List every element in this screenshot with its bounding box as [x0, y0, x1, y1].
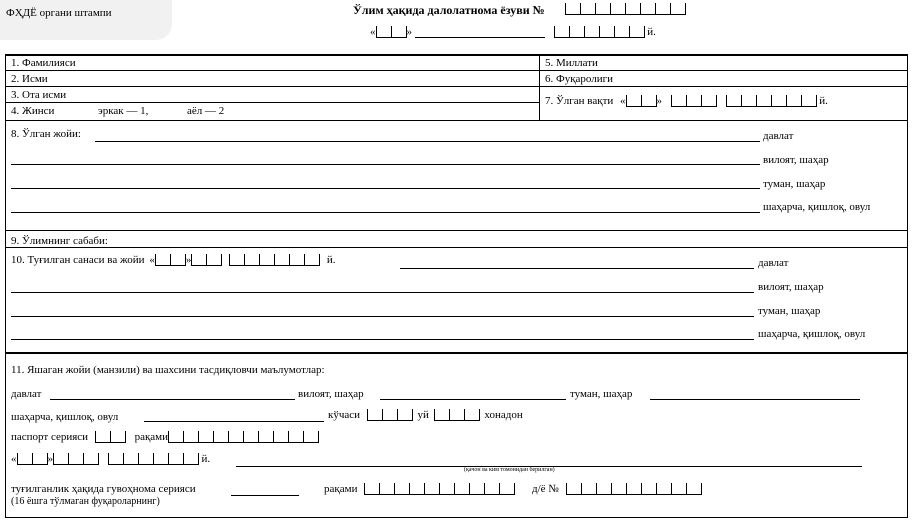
frame-bottom — [5, 517, 908, 518]
field-sex: 4. Жинси — [11, 105, 55, 117]
page-title: Ўлим ҳақида далолатнома ёзуви № — [353, 3, 545, 17]
stamp-label: ФҲДЁ органи штампи — [6, 7, 112, 19]
field-citizenship: 6. Фуқаролиги — [545, 73, 614, 85]
residence-district-line[interactable] — [650, 399, 860, 400]
sex-female-option: аёл — 2 — [187, 105, 225, 117]
death-district-line[interactable] — [11, 188, 760, 189]
birth-region-line[interactable] — [11, 292, 754, 293]
birth-region-label: вилоят, шаҳар — [758, 281, 824, 293]
frame-right — [907, 54, 908, 518]
birth-district-label: туман, шаҳар — [758, 305, 821, 317]
row-line — [5, 86, 908, 87]
death-region-label: вилоят, шаҳар — [763, 154, 829, 166]
birth-country-line[interactable] — [400, 268, 754, 269]
birth-town-label: шаҳарча, қишлоқ, овул — [758, 328, 866, 340]
residence-country-line[interactable] — [50, 399, 295, 400]
death-region-line[interactable] — [11, 164, 760, 165]
sex-male-option: эркак — 1, — [98, 105, 149, 117]
birth-cert-series-label: туғилганлик ҳақида гувоҳнома серияси — [11, 483, 196, 495]
field-death-place: 8. Ўлган жойи: — [11, 128, 81, 140]
stamp-area — [0, 0, 172, 40]
birth-cert-number[interactable]: рақами д/ё № — [324, 483, 702, 495]
residence-town-line[interactable] — [144, 421, 324, 422]
death-town-line[interactable] — [11, 212, 760, 213]
field-nationality: 5. Миллати — [545, 57, 598, 69]
field-residence: 11. Яшаган жойи (манзили) ва шахсини тасдиқловчи маълумотлар: — [11, 364, 325, 376]
residence-street-house[interactable]: кўчаси уй хонадон — [328, 409, 523, 421]
field-surname: 1. Фамилияси — [11, 57, 76, 69]
birth-country-label: давлат — [758, 257, 789, 269]
death-town-label: шаҳарча, қишлоқ, овул — [763, 201, 871, 213]
frame-left — [5, 54, 6, 518]
death-country-label: давлат — [763, 130, 794, 142]
residence-town-label: шаҳарча, қишлоқ, овул — [11, 411, 119, 423]
frame-top — [5, 54, 908, 56]
residence-region-label: вилоят, шаҳар — [298, 388, 364, 400]
row-line — [5, 352, 908, 354]
residence-district-label: туман, шаҳар — [570, 388, 633, 400]
birth-cert-series-line[interactable] — [231, 495, 299, 496]
row-line — [5, 102, 540, 103]
record-number-cells[interactable] — [565, 3, 686, 15]
birth-district-line[interactable] — [11, 316, 754, 317]
under16-note: (16 ёшга тўлмаган фуқароларнинг) — [11, 496, 160, 507]
column-divider — [539, 54, 540, 120]
death-district-label: туман, шаҳар — [763, 178, 826, 190]
field-patronymic: 3. Ота исми — [11, 89, 67, 101]
residence-region-line[interactable] — [380, 399, 566, 400]
field-death-date[interactable]: 7. Ўлган вақти « » й. — [545, 95, 828, 107]
row-line — [5, 230, 908, 231]
passport-issue-date[interactable]: « » й. — [11, 453, 211, 465]
row-line — [5, 70, 908, 71]
issued-by-note: (қачон ва ким томонидан берилган) — [464, 467, 555, 473]
residence-country-label: давлат — [11, 388, 42, 400]
row-line — [5, 120, 908, 121]
field-name: 2. Исми — [11, 73, 48, 85]
field-cause-of-death: 9. Ўлимнинг сабаби: — [11, 235, 108, 247]
passport-row[interactable]: паспорт серияси рақами — [11, 431, 319, 443]
record-date[interactable]: « » й. — [370, 26, 656, 38]
death-country-line[interactable] — [95, 141, 760, 142]
birth-town-line[interactable] — [11, 339, 754, 340]
row-line — [5, 247, 908, 248]
field-birth-date-place[interactable]: 10. Туғилган санаси ва жойи « » й. — [11, 254, 336, 266]
